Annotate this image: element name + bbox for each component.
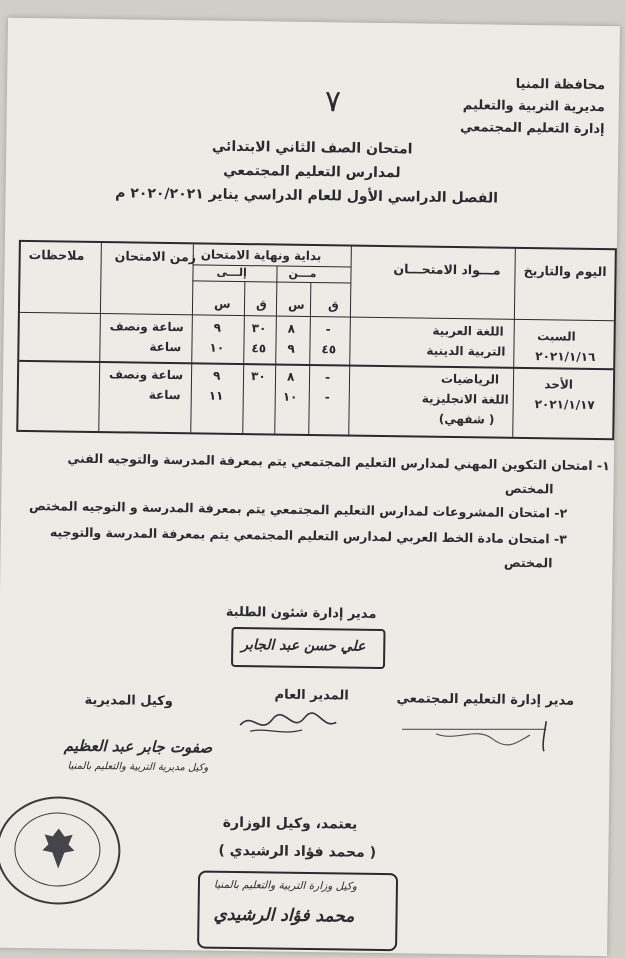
row2-duration-1: ساعة ونصف bbox=[108, 367, 184, 383]
row1-to-hr-2: ١٠ bbox=[209, 340, 225, 355]
row1-from-hr-1: ٨ bbox=[287, 321, 296, 336]
note-2: ٢- امتحان المشروعات لمدارس التعليم المجتمعي يتم بمعرفة المدرسة و التوجيه المختص bbox=[28, 498, 568, 521]
col-divider bbox=[308, 282, 311, 434]
row1-from-min-1: - bbox=[325, 322, 331, 337]
deputy-directorate-title: وكيل المديرية bbox=[84, 692, 173, 710]
students-affairs-title: مدير إدارة شئون الطلبة bbox=[225, 604, 377, 622]
row2-to-min-1: ٣٠ bbox=[250, 369, 266, 384]
row1-to-min-2: ٤٥ bbox=[251, 341, 267, 356]
row1-duration-1: ساعة ونصف bbox=[109, 319, 184, 335]
title-line-2: لمدارس التعليم المجتمعي bbox=[223, 162, 401, 182]
row2-from-hr-2: ١٠ bbox=[282, 389, 298, 404]
header-notes: ملاحظات bbox=[28, 247, 85, 263]
row1-from-min-2: ٤٥ bbox=[321, 342, 337, 357]
header-subjects: مـــواد الامتحـــان bbox=[393, 261, 501, 278]
col-divider bbox=[98, 243, 102, 431]
note-3: ٣- امتحان مادة الخط العربي لمدارس التعليم المجتمعي يتم بمعرفة المدرسة والتوجيه bbox=[49, 524, 567, 547]
row2-duration-2: ساعة bbox=[148, 387, 181, 403]
general-director-title: المدير العام bbox=[274, 687, 349, 704]
header-from: مـــن bbox=[288, 266, 317, 281]
directorate-line: مديرية التربية والتعليم bbox=[462, 98, 605, 116]
row2-to-hr-1: ٩ bbox=[212, 368, 221, 383]
header-to-hour: س bbox=[213, 296, 231, 311]
title-line-3: الفصل الدراسي الأول للعام الدراسي يناير ٢٠٢٠/٢٠٢١ م bbox=[115, 185, 499, 207]
administration-line: إدارة التعليم المجتمعي bbox=[459, 120, 605, 138]
row1-day: السبت bbox=[537, 329, 576, 344]
header-start-end: بداية ونهاية الامتحان bbox=[200, 247, 322, 264]
title-line-1: امتحان الصف الثاني الابتدائي bbox=[211, 138, 413, 158]
row2-subject-3: ( شفهي) bbox=[438, 411, 495, 427]
col-divider bbox=[512, 249, 516, 437]
row2-subject-2: اللغة الانجليزية bbox=[421, 391, 509, 407]
general-director-signature-icon bbox=[232, 705, 342, 741]
header-day-date: اليوم والتاريخ bbox=[523, 262, 607, 280]
header-duration: زمن الامتحان bbox=[114, 248, 197, 265]
col-divider bbox=[242, 281, 245, 433]
col-divider bbox=[274, 266, 277, 434]
row2-date: ٢٠٢١/١/١٧ bbox=[534, 397, 595, 412]
official-seal bbox=[0, 796, 121, 906]
row2-from-min-1: - bbox=[324, 370, 331, 385]
row1-from-hr-2: ٩ bbox=[287, 341, 295, 356]
stamp-line: وكيل وزارة التربية والتعليم بالمنيا bbox=[213, 878, 357, 893]
note-3-continued: المختص bbox=[503, 554, 553, 571]
students-affairs-signature-box bbox=[231, 627, 386, 669]
header-to: إلـــى bbox=[216, 265, 247, 280]
governorate-line: محافظة المنيا bbox=[515, 76, 606, 94]
row1-subject-2: التربية الدينية bbox=[426, 343, 506, 359]
deputy-signature-sub: وكيل مديرية التربية والتعليم بالمنيا bbox=[67, 760, 209, 774]
col-divider bbox=[348, 247, 352, 435]
community-edu-signature-icon bbox=[396, 711, 587, 754]
header-from-hour: س bbox=[287, 297, 305, 312]
note-1: ١- امتحان التكوين المهني لمدارس التعليم المجتمعي يتم بمعرفة المدرسة والتوجيه الفني bbox=[67, 450, 610, 474]
col-divider bbox=[190, 244, 194, 432]
row2-to-hr-2: ١١ bbox=[208, 388, 224, 403]
minister-deputy-name: ( محمد فؤاد الرشيدي ) bbox=[218, 842, 377, 861]
row1-duration-2: ساعة bbox=[149, 339, 182, 355]
note-1-continued: المختص bbox=[504, 480, 554, 497]
row1-date: ٢٠٢١/١/١٦ bbox=[535, 349, 596, 364]
row2-subject-1: الرياضيات bbox=[440, 371, 500, 387]
minister-deputy-stamp bbox=[197, 870, 398, 951]
header-from-minute: ق bbox=[327, 298, 339, 313]
row-divider bbox=[192, 280, 350, 283]
header-to-minute: ق bbox=[255, 297, 267, 312]
approval-line: يعتمد، وكيل الوزارة bbox=[222, 814, 358, 833]
page-mark: ٧ bbox=[324, 84, 342, 120]
schedule-table bbox=[16, 240, 617, 440]
row1-subject-1: اللغة العربية bbox=[432, 323, 504, 339]
row2-day: الأحد bbox=[544, 377, 574, 392]
community-edu-director-title: مدير إدارة التعليم المجتمعي bbox=[396, 691, 575, 709]
row2-from-min-2: - bbox=[324, 390, 330, 405]
exam-schedule-document bbox=[0, 18, 620, 956]
row1-to-min-1: ٣٠ bbox=[251, 321, 267, 336]
stamp-name: محمد فؤاد الرشيدي bbox=[213, 904, 355, 927]
eagle-emblem-icon bbox=[38, 824, 79, 873]
deputy-signature: صفوت جابر عبد العظيم bbox=[63, 736, 213, 757]
students-affairs-signature: علي حسن عبد الجابر bbox=[241, 637, 366, 655]
row2-from-hr-1: ٨ bbox=[286, 369, 295, 384]
row1-to-hr-1: ٩ bbox=[213, 320, 222, 335]
